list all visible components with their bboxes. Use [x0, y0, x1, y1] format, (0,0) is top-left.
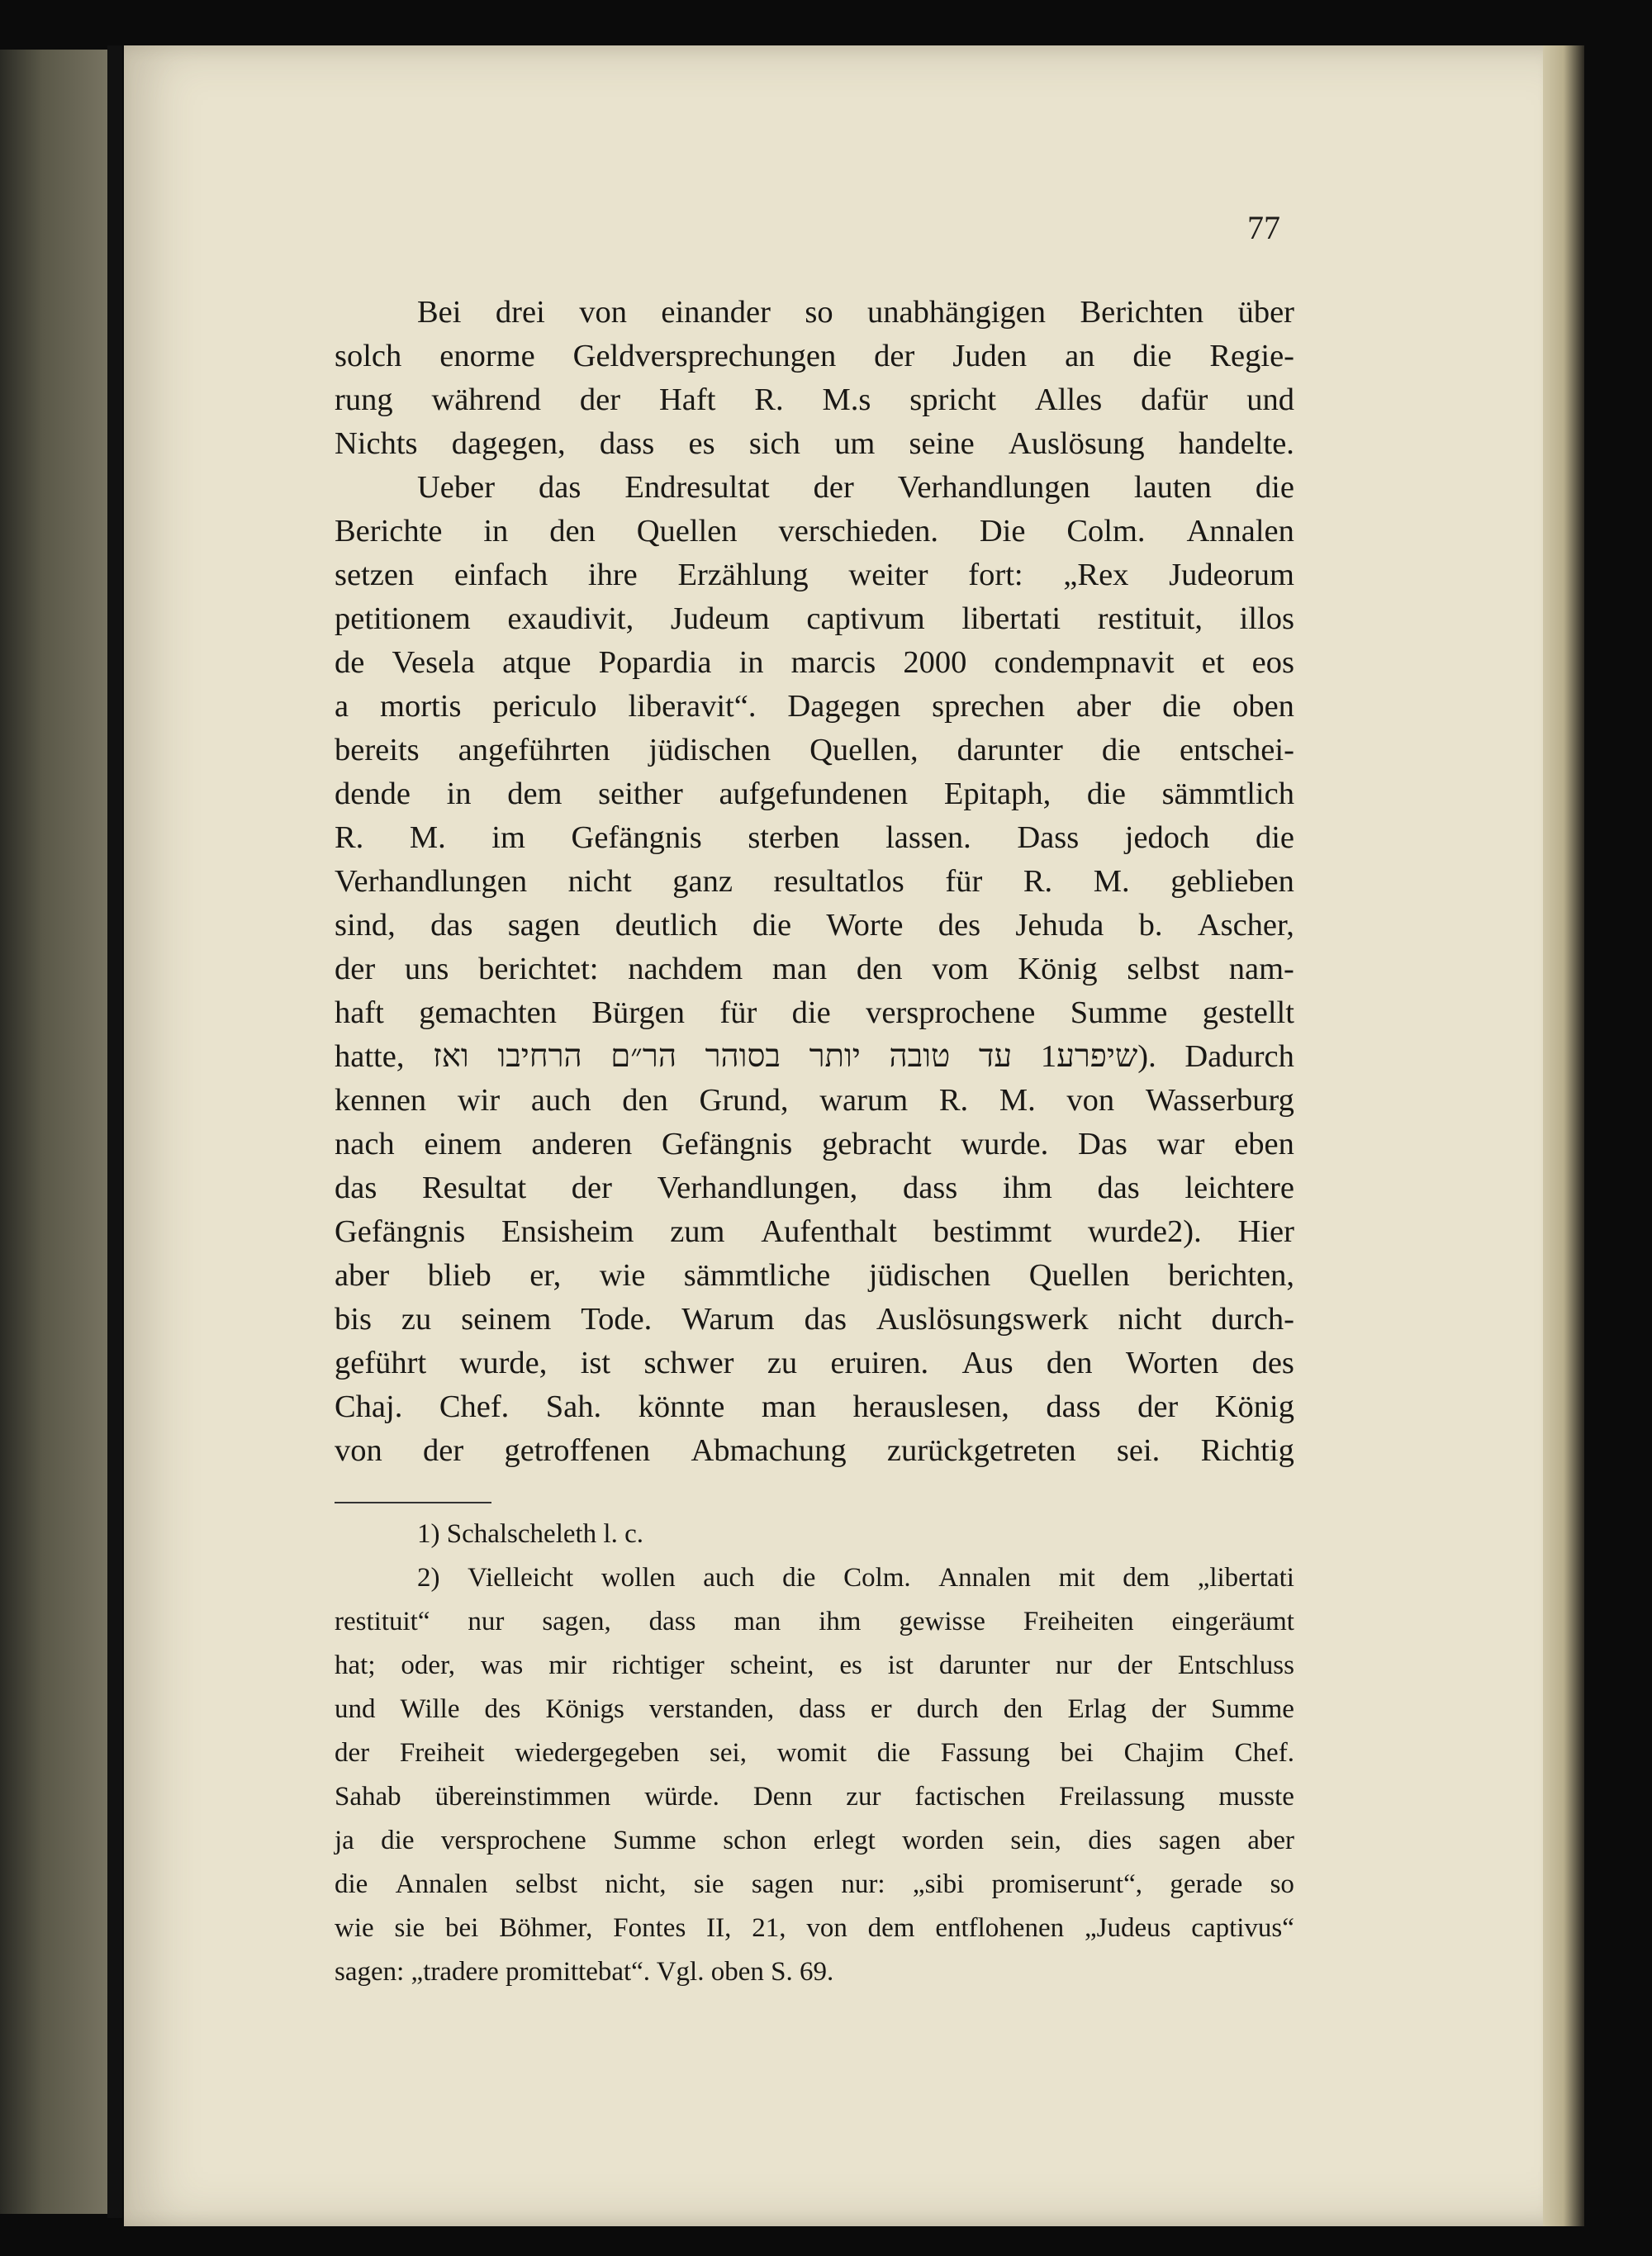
facing-page-edge — [0, 50, 107, 2214]
text-line: solch enorme Geldversprechungen der Juden an die Regie- — [335, 339, 1294, 373]
footnote-line: die Annalen selbst nicht, sie sagen nur: „sibi promiserunt“, gerade so — [335, 1869, 1294, 1899]
page-number: 77 — [1247, 209, 1280, 246]
footnote-separator — [335, 1502, 491, 1503]
text-line: Ueber das Endresultat der Verhandlungen lauten die — [417, 470, 1294, 505]
text-line: das Resultat der Verhandlungen, dass ihm das leichtere — [335, 1171, 1294, 1205]
footnotes — [335, 1516, 1294, 1997]
text-line: petitionem exaudivit, Judeum captivum libertati restituit, illos — [335, 601, 1294, 636]
footnote-line: 1) Schalscheleth l. c. — [417, 1519, 643, 1549]
text-line: von der getroffenen Abmachung zurückgetreten sei. Richtig — [335, 1433, 1294, 1468]
text-line: Verhandlungen nicht ganz resultatlos für R. M. geblieben — [335, 864, 1294, 899]
footnote-line: Sahab übereinstimmen würde. Denn zur factischen Freilassung musste — [335, 1782, 1294, 1812]
footnote-line: und Wille des Königs verstanden, dass er durch den Erlag der Summe — [335, 1694, 1294, 1724]
text-line: geführt wurde, ist schwer zu eruiren. Aus den Worten des — [335, 1346, 1294, 1380]
footnote-line: sagen: „tradere promittebat“. Vgl. oben S. 69. — [335, 1957, 834, 1987]
main-text — [335, 291, 1294, 1473]
text-line: rung während der Haft R. M.s spricht Alles dafür und — [335, 382, 1294, 417]
footnote-line: 2) Vielleicht wollen auch die Colm. Annalen mit dem „libertati — [417, 1563, 1294, 1593]
text-line: bis zu seinem Tode. Warum das Auslösungswerk nicht durch- — [335, 1302, 1294, 1337]
text-line: Berichte in den Quellen verschieden. Die Colm. Annalen — [335, 514, 1294, 549]
text-line: Gefängnis Ensisheim zum Aufenthalt bestimmt wurde2). Hier — [335, 1214, 1294, 1249]
footnote-line: der Freiheit wiedergegeben sei, womit die Fassung bei Chajim Chef. — [335, 1738, 1294, 1768]
text-line: Bei drei von einander so unabhängigen Berichten über — [417, 295, 1294, 330]
text-line: a mortis periculo liberavit“. Dagegen sprechen aber die oben — [335, 689, 1294, 724]
text-line: haft gemachten Bürgen für die versprochene Summe gestellt — [335, 995, 1294, 1030]
footnote-line: restituit“ nur sagen, dass man ihm gewisse Freiheiten eingeräumt — [335, 1607, 1294, 1636]
text-line-hebrew: hatte, ואז הרחיבו הר״ם בסוהר יותר טובה עד שיפרע1). Dadurch — [335, 1039, 1294, 1074]
footnote-line: wie sie bei Böhmer, Fontes II, 21, von dem entflohenen „Judeus captivus“ — [335, 1913, 1294, 1943]
text-line: nach einem anderen Gefängnis gebracht wurde. Das war eben — [335, 1127, 1294, 1161]
text-line: R. M. im Gefängnis sterben lassen. Dass jedoch die — [335, 820, 1294, 855]
text-line: dende in dem seither aufgefundenen Epitaph, die sämmtlich — [335, 777, 1294, 811]
text-line: bereits angeführten jüdischen Quellen, darunter die entschei- — [335, 733, 1294, 767]
footnote-line: ja die versprochene Summe schon erlegt worden sein, dies sagen aber — [335, 1826, 1294, 1855]
text-line: der uns berichtet: nachdem man den vom König selbst nam- — [335, 952, 1294, 986]
text-line: Chaj. Chef. Sah. könnte man herauslesen, dass der König — [335, 1389, 1294, 1424]
footnote-line: hat; oder, was mir richtiger scheint, es ist darunter nur der Entschluss — [335, 1650, 1294, 1680]
text-line: sind, das sagen deutlich die Worte des Jehuda b. Ascher, — [335, 908, 1294, 943]
book-gutter — [107, 45, 122, 2218]
text-line: setzen einfach ihre Erzählung weiter fort: „Rex Judeorum — [335, 558, 1294, 592]
text-line: aber blieb er, wie sämmtliche jüdischen Quellen berichten, — [335, 1258, 1294, 1293]
text-line: de Vesela atque Popardia in marcis 2000 condempnavit et eos — [335, 645, 1294, 680]
page-fore-edge — [1543, 45, 1584, 2226]
text-line: Nichts dagegen, dass es sich um seine Auslösung handelte. — [335, 426, 1294, 461]
text-line: kennen wir auch den Grund, warum R. M. von Wasserburg — [335, 1083, 1294, 1118]
